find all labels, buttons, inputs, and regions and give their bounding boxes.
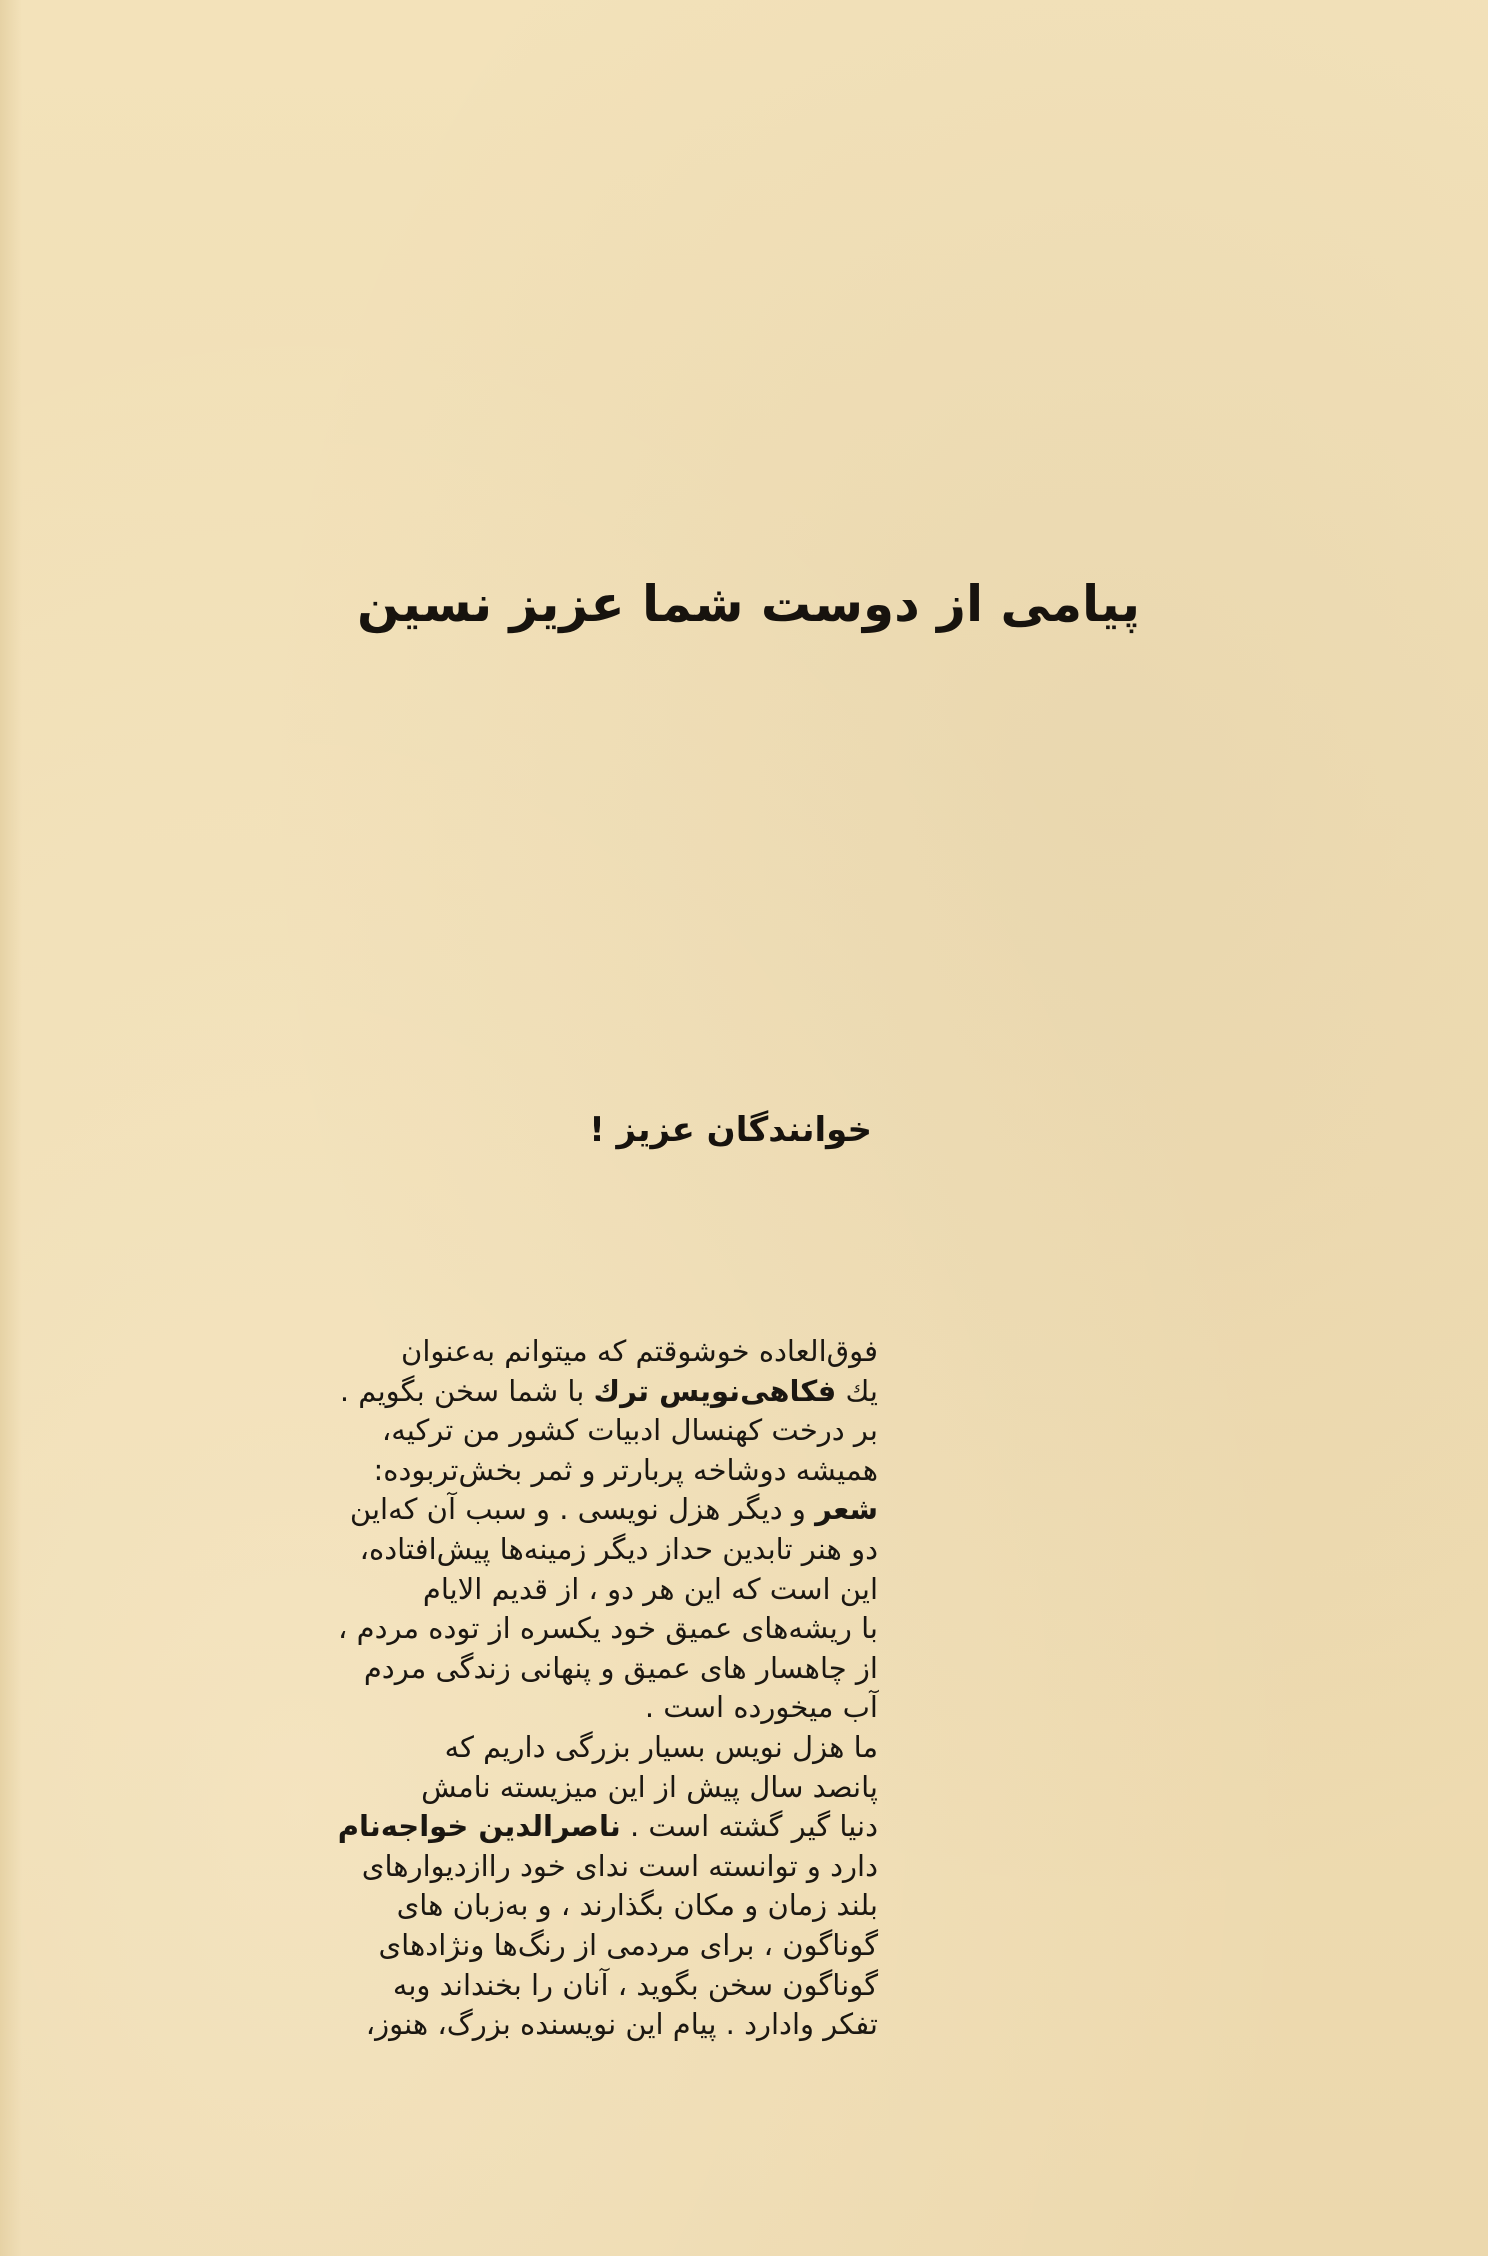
text-line: از چاهسار های عمیق و پنهانی زندگی مردم (363, 1650, 878, 1685)
text-line: آب میخورده است . (644, 1690, 878, 1725)
page-edge-shadow (0, 0, 22, 2256)
text-line: ما هزل نویس بسیار بزرگی داریم که (444, 1729, 878, 1764)
text-line: دارد و توانسته است ندای خود رااز‌دیوارهای (361, 1848, 878, 1883)
text-line: فوق‌العاده خوشوقتم که میتوانم به‌عنوان (401, 1334, 878, 1368)
text-line: گوناگون ، برای مردمی از رنگ‌ها ونژادهای (378, 1927, 878, 1962)
salutation-heading: خوانندگان عزیز ! (589, 1110, 872, 1150)
text-line: این است که این هر دو ، از قدیم الایام (422, 1571, 878, 1606)
text-line: بر درخت کهنسال ادبیات کشور من ترکیه، (381, 1413, 878, 1448)
text-line: با ریشه‌های عمیق خود یکسره از توده مردم ، (338, 1611, 878, 1646)
page-title: پیامی از دوست شما عزیز نسین (357, 574, 1140, 633)
text-line: همیشه دوشاخه پربارتر و ثمر بخش‌تربوده: (373, 1452, 878, 1487)
body-paragraphs (228, 1332, 878, 2045)
text-line: شعر و دیگر هزل نویسی . و سبب آن که‌این (349, 1492, 878, 1527)
text-line: بلند زمان و مکان بگذارند ، و به‌زبان های (396, 1888, 878, 1923)
text-line: تفکر وادارد . پیام این نویسنده بزرگ، هنوز، (365, 2007, 878, 2042)
text-line: یك فکاهی‌نویس ترك با شما سخن بگویم . (339, 1373, 878, 1408)
text-line: گوناگون سخن بگوید ، آنان را بخنداند وبه (392, 1967, 878, 2002)
text-line: دنیا گیر گشته است . ناصرالدین خواجه‌نام (337, 1809, 878, 1844)
text-line: پانصد سال پیش از این میزیسته نامش (421, 1769, 878, 1804)
text-line: دو هنر تابدین حداز دیگر زمینه‌ها پیش‌افتاده، (359, 1531, 878, 1566)
